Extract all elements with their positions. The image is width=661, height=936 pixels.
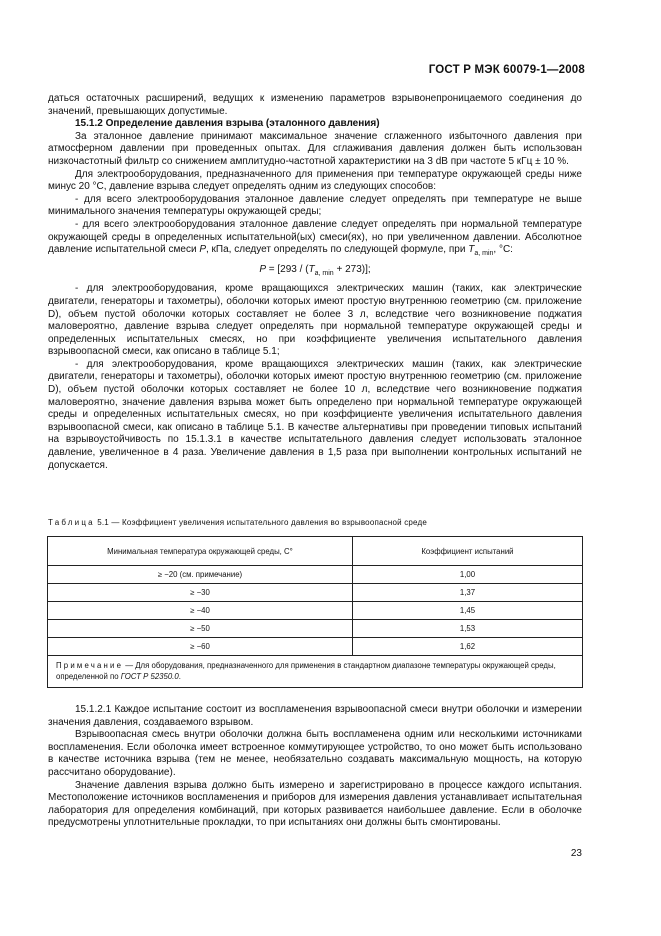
table-row — [48, 638, 583, 656]
table-cell: ≥ −30 — [48, 584, 353, 602]
paragraph: Для электрооборудования, предназначенного для применения при температуре окружающей среды ниже минус 20 °С, давление взрыва следует определять одним из следующих способов: — [48, 168, 582, 193]
document-header: ГОСТ Р МЭК 60079-1—2008 — [428, 64, 585, 76]
table-caption: Таблица 5.1 — Коэффициент увеличения испытательного давления во взрывоопасной среде — [48, 518, 428, 527]
table-row — [48, 620, 583, 638]
table-header: Коэффициент испытаний — [352, 537, 582, 566]
table-cell: ≥ −40 — [48, 602, 353, 620]
list-item: - для электрооборудования, кроме вращающихся электрических машин (таких, как электрические двигатели, генераторы и тахометры), оболочки которых имеют простую внутреннюю геометрию (см. приложение D), объем пустой оболочки которых составляет не более 3 л, вследствие чего возникновение поджатия маловероятно, давление взрыва следует определять при нормальной температуре окружающей среды и определенных испытательных смесях, но при коэффициенте увеличения испытательного давления взрывоопасной смеси, как описано в таблице 5.1; — [48, 283, 582, 358]
section-heading: 15.1.2 Определение давления взрыва (эталонного давления) — [75, 118, 380, 130]
table-row — [48, 602, 583, 620]
paragraph: 15.1.2.1 Каждое испытание состоит из воспламенения взрывоопасной смеси внутри оболочки и измерении значения давления, создаваемого взрывом. — [48, 704, 582, 728]
table-note: Примечание — Для оборудования, предназначенного для применения в стандартном диапазоне температуры окружающей среды, определенной по ГОСТ Р 52350.0. — [48, 656, 583, 688]
main-text-continued — [48, 704, 582, 830]
list-item: - для всего электрооборудования эталонное давление следует определять при нормальной температуре окружающей среды в определенных испытательной(ых) смеси(ях), но при увеличенном давлении. Абсолютное давление испытательной смеси P, кПа, следует определять по следующей формуле, при $T_{a, min}$, °С: — [48, 218, 582, 258]
table-row — [48, 566, 583, 584]
paragraph: Взрывоопасная смесь внутри оболочки должна быть воспламенена одним или несколькими источниками воспламенения. Если оболочка имеет встроенное коммутирующее устройство, то оно может быть использовано в качестве источника взрыва (тем не менее, необязательно создавать максимальную мощность, на которую рассчитано оборудование). — [48, 729, 582, 778]
paragraph: даться остаточных расширений, ведущих к изменению параметров взрывонепроницаемого соединения до значений, превышающих допустимые. — [48, 93, 582, 117]
table-cell: 1,37 — [352, 584, 582, 602]
table-cell: 1,53 — [352, 620, 582, 638]
list-item: - для всего электрооборудования эталонное давление следует определять при температуре не выше минимального значения температуры окружающей среды; — [48, 193, 582, 218]
table-cell: 1,00 — [352, 566, 582, 584]
table-row — [48, 584, 583, 602]
table-cell: ≥ −60 — [48, 638, 353, 656]
main-text — [48, 93, 582, 472]
coefficient-table — [47, 536, 583, 688]
paragraph: За эталонное давление принимают максимальное значение сглаженного избыточного давления при атмосферном давлении при проведенных опытах. Для сглаживания давления должен быть использован низкочастотный фильтр со снижением амплитудно-частотной характеристики на 3 dB при частоте 5 кГц ± 10 %. — [48, 130, 582, 167]
table-cell: 1,62 — [352, 638, 582, 656]
paragraph: Значение давления взрыва должно быть измерено и зарегистрировано в процессе каждого испытания. Местоположение источников воспламенения и приборов для измерения давления устанавливает испытательная лаборатория для определения комбинаций, при которых развивается наибольшее давление. Если в оболочке предусмотрены уплотнительные прокладки, то при испытаниях они должны быть смонтированы. — [48, 779, 582, 829]
table-header: Минимальная температура окружающей среды, С° — [48, 537, 353, 566]
table-note-row — [48, 656, 583, 688]
table-cell: ≥ −50 — [48, 620, 353, 638]
table-cell: ≥ −20 (см. примечание) — [48, 566, 353, 584]
page-number: 23 — [570, 848, 582, 859]
table-cell: 1,45 — [352, 602, 582, 620]
list-item: - для электрооборудования, кроме вращающихся электрических машин (таких, как электрические двигатели, генераторы и тахометры), оболочки которых имеют простую внутреннюю геометрию (см. приложение D), объем пустой оболочки которых составляет не более 10 л, вследствие чего возникновение поджатия маловероятно, значение давления взрыва может быть определено при нормальной температуре окружающей среды и определенных испытательных смесях, но при коэффициенте увеличения испытательного давления взрывоопасной смеси, как описано в таблице 5.1. В качестве альтернативы при проведении типовых испытаний на взрывоустойчивость по 15.1.3.1 в качестве испытательного давления следует использовать эталонное давление, увеличенное в 4 раза. Увеличение давления в 1,5 раза при выполнении контрольных испытаний не допускается. — [48, 358, 582, 471]
formula: $P = [293 / (T_{a, min} + 273)]$; — [259, 263, 371, 277]
